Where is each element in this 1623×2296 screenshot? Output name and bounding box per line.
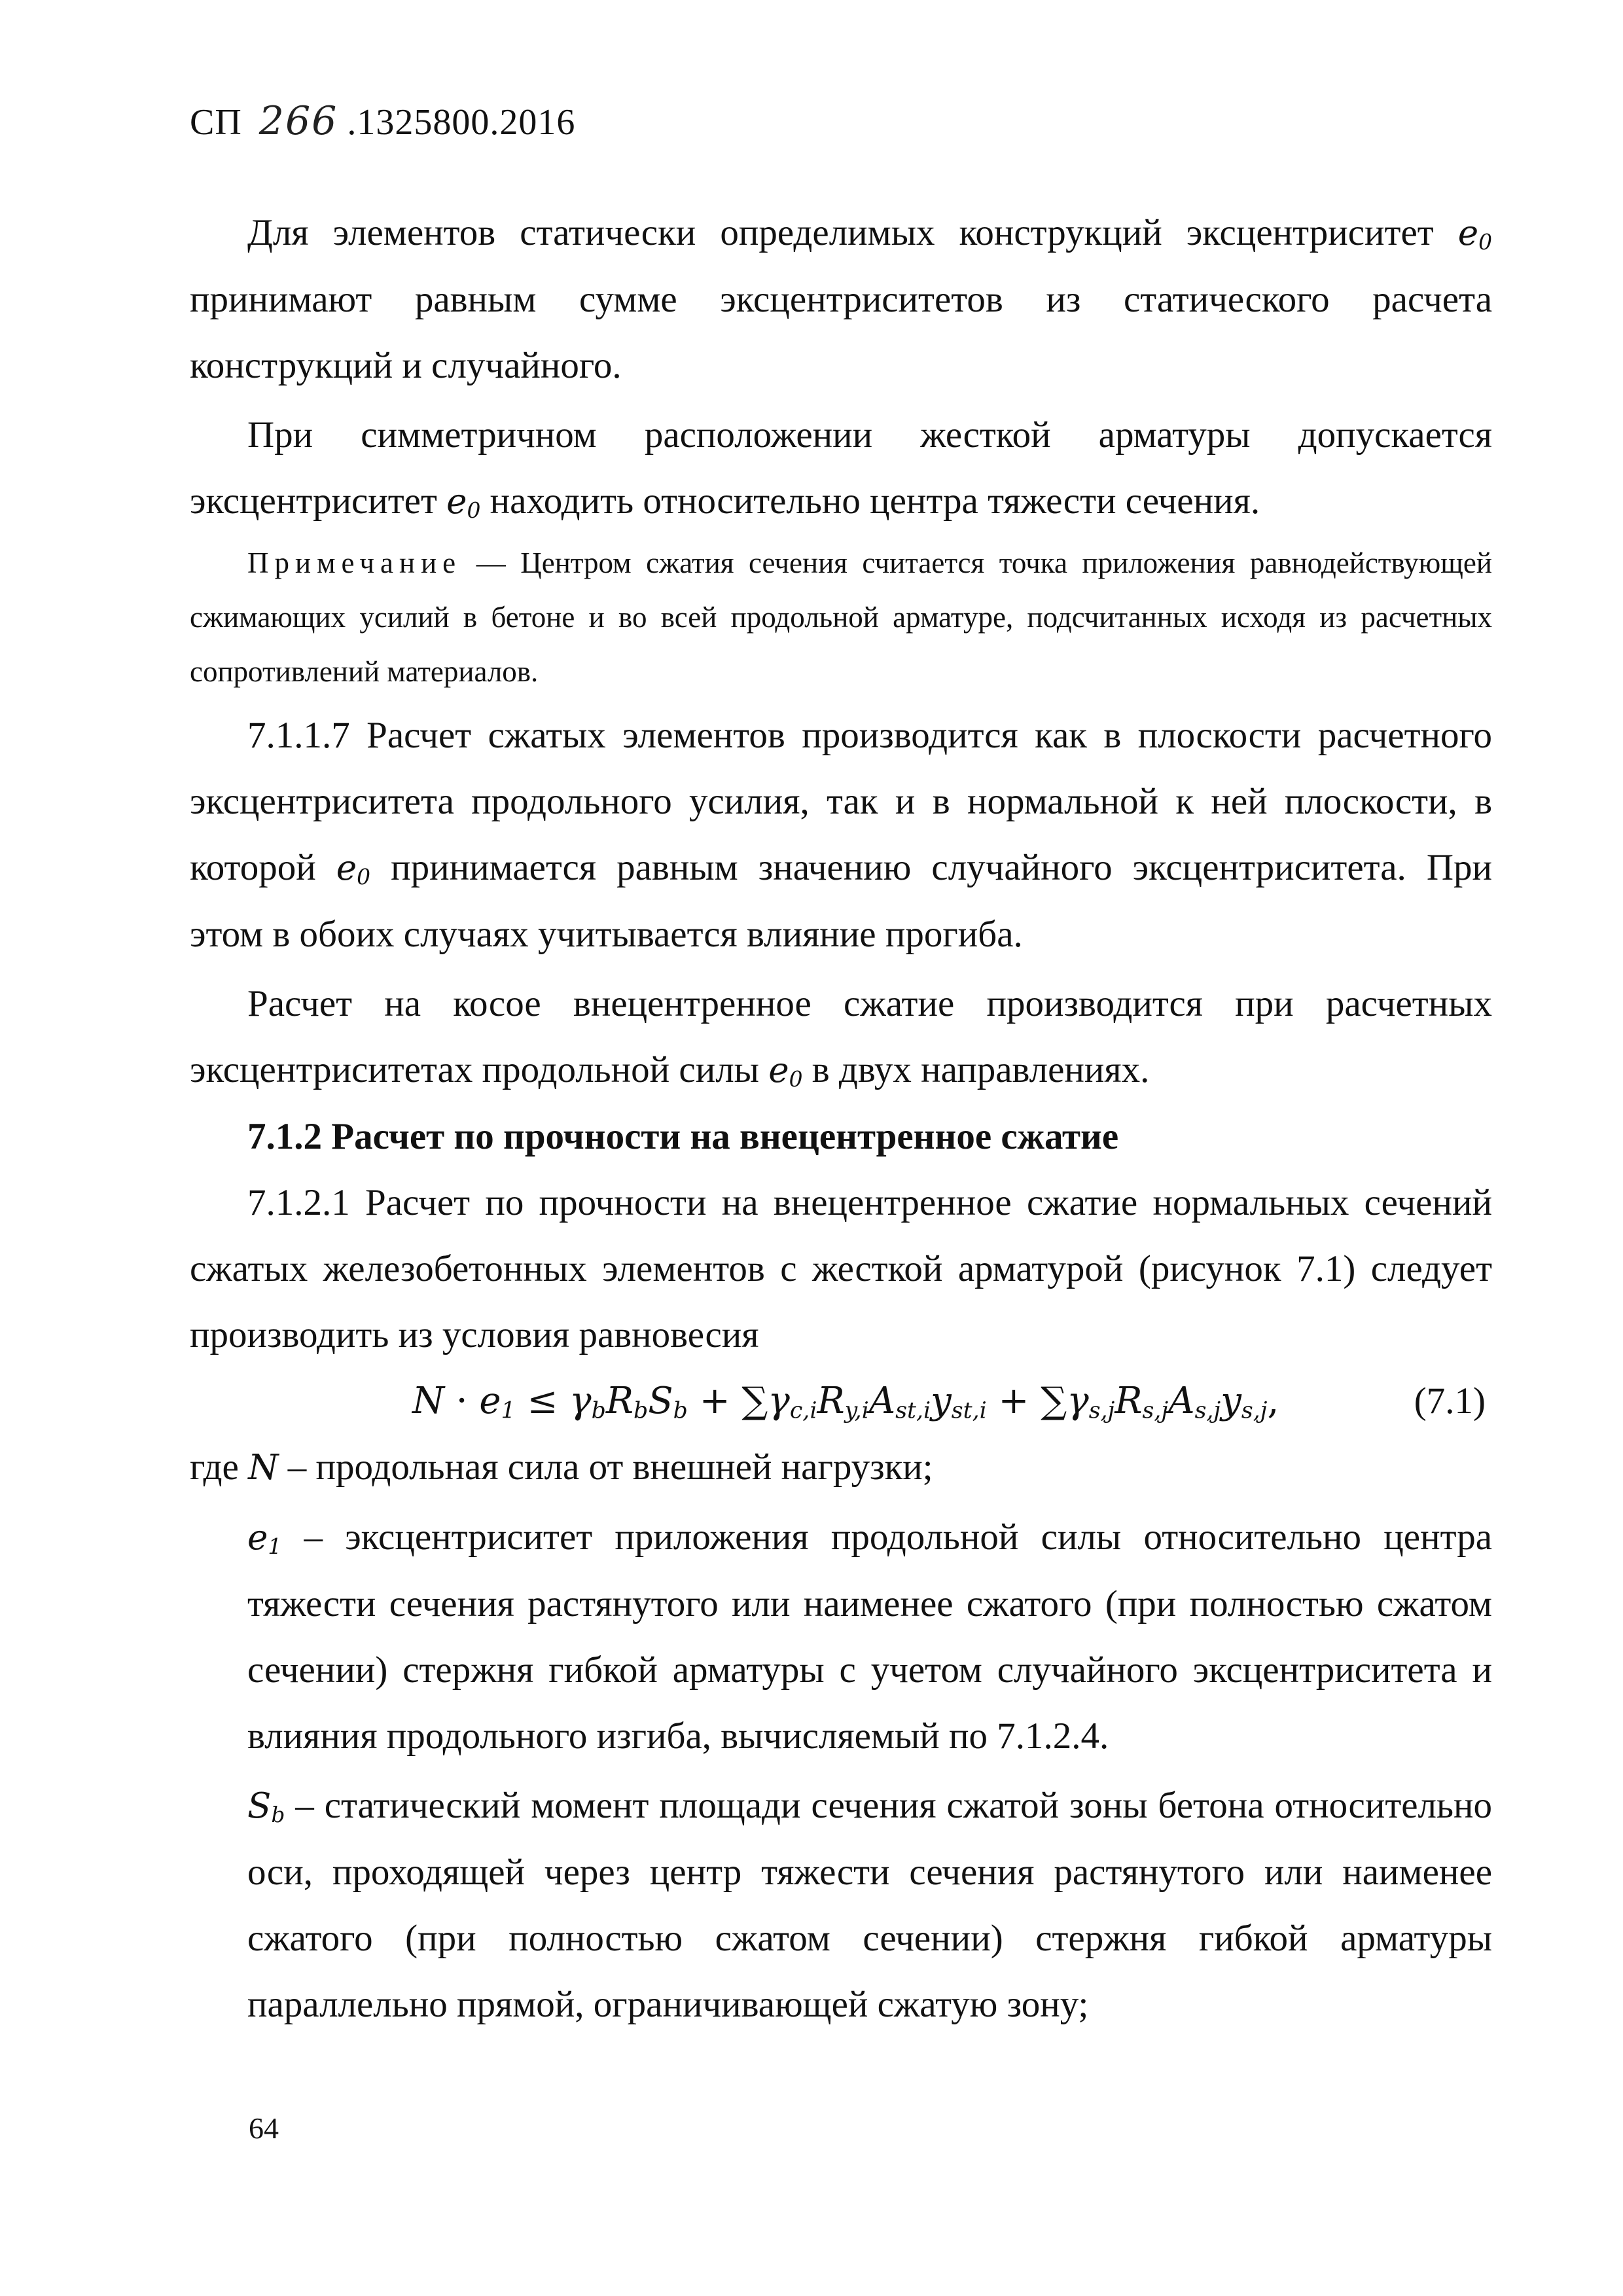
equation-number: (7.1) <box>1414 1380 1486 1422</box>
definition-Sb: $S_b$ – статический момент площади сечения сжатой зоны бетона относительно оси, проходящей через центр тяжести сечения растянутого или наименее сжатого (при полностью сжатом сечении) стержня гибкой арматуры параллельно прямой, ограничивающей сжатую зону; <box>247 1785 1492 2025</box>
symbol-definitions <box>247 1504 1492 2037</box>
definition-e1: $e_1$ – эксцентриситет приложения продольной силы относительно центра тяжести сечения растянутого или наименее сжатого (при полностью сжатом сечении) стержня гибкой арматуры с учетом случайного эксцентриситета и влияния продольного изгиба, вычисляемый по 7.1.2.4. <box>247 1516 1492 1757</box>
section-heading-7-1-2: 7.1.2 Расчет по прочности на внецентренное сжатие <box>247 1116 1119 1157</box>
note-text: — Центром сжатия сечения считается точка приложения равнодействующей сжимающих усилий в бетоне и во всей продольной арматуре, подсчитанных исходя из расчетных сопротивлений материалов. <box>190 547 1492 688</box>
equation-expression: $N \cdot e_1 \le \gamma_bR_bS_b + \sum\gamma_{c,i}R_{y,i}A_{st,i}y_{st,i} + \sum\gamma_{s,j}R_{s,j}A_{s,j}y_{s,j}$, <box>412 1380 1279 1424</box>
symbol-e0: $e_0$ <box>446 481 481 524</box>
equation-7-1 <box>190 1368 1492 1434</box>
symbol-e0: $e_0$ <box>1457 213 1492 255</box>
paragraph-symmetric-reinforcement: При симметричном расположении жесткой арматуры допускается эксцентриситет $e_0$ находить относительно центра тяжести сечения. <box>190 414 1492 524</box>
paragraph-oblique-compression: Расчет на косое внецентренное сжатие производится при расчетных эксцентриситетах продольной силы $e_0$ в двух направлениях. <box>190 983 1492 1092</box>
symbol-e0: $e_0$ <box>336 848 371 890</box>
header-handwritten-number: 266 <box>259 98 338 144</box>
page-number: 64 <box>249 2111 279 2145</box>
paragraph-7-1-2-1: 7.1.2.1 Расчет по прочности на внецентренное сжатие нормальных сечений сжатых железобетонных элементов с жесткой арматурой (рисунок 7.1) следует производить из условия равновесия <box>190 1182 1492 1355</box>
note-label: Примечание <box>247 547 462 579</box>
paragraph-eccentricity-definition: Для элементов статически определимых конструкций эксцентриситет $e_0$ принимают равным сумме эксцентриситетов из статического расчета конструкций и случайного. <box>190 212 1492 386</box>
paragraph-7-1-1-7: 7.1.1.7 Расчет сжатых элементов производится как в плоскости расчетного эксцентриситета продольного усилия, так и в нормальной к ней плоскости, в которой $e_0$ принимается равным значению случайного эксцентриситета. При этом в обоих случаях учитывается влияние прогиба. <box>190 715 1492 955</box>
page-header <box>190 98 575 144</box>
header-prefix: СП <box>190 102 242 143</box>
definition-N: где N – продольная сила от внешней нагрузки; <box>190 1446 933 1488</box>
symbol-e0: $e_0$ <box>768 1050 803 1092</box>
symbol-e1: $e_1$ <box>247 1517 282 1560</box>
symbol-Sb: $S_b$ <box>247 1785 285 1828</box>
header-suffix: .1325800.2016 <box>347 102 576 143</box>
document-body <box>190 200 1492 2037</box>
note <box>190 536 1492 699</box>
